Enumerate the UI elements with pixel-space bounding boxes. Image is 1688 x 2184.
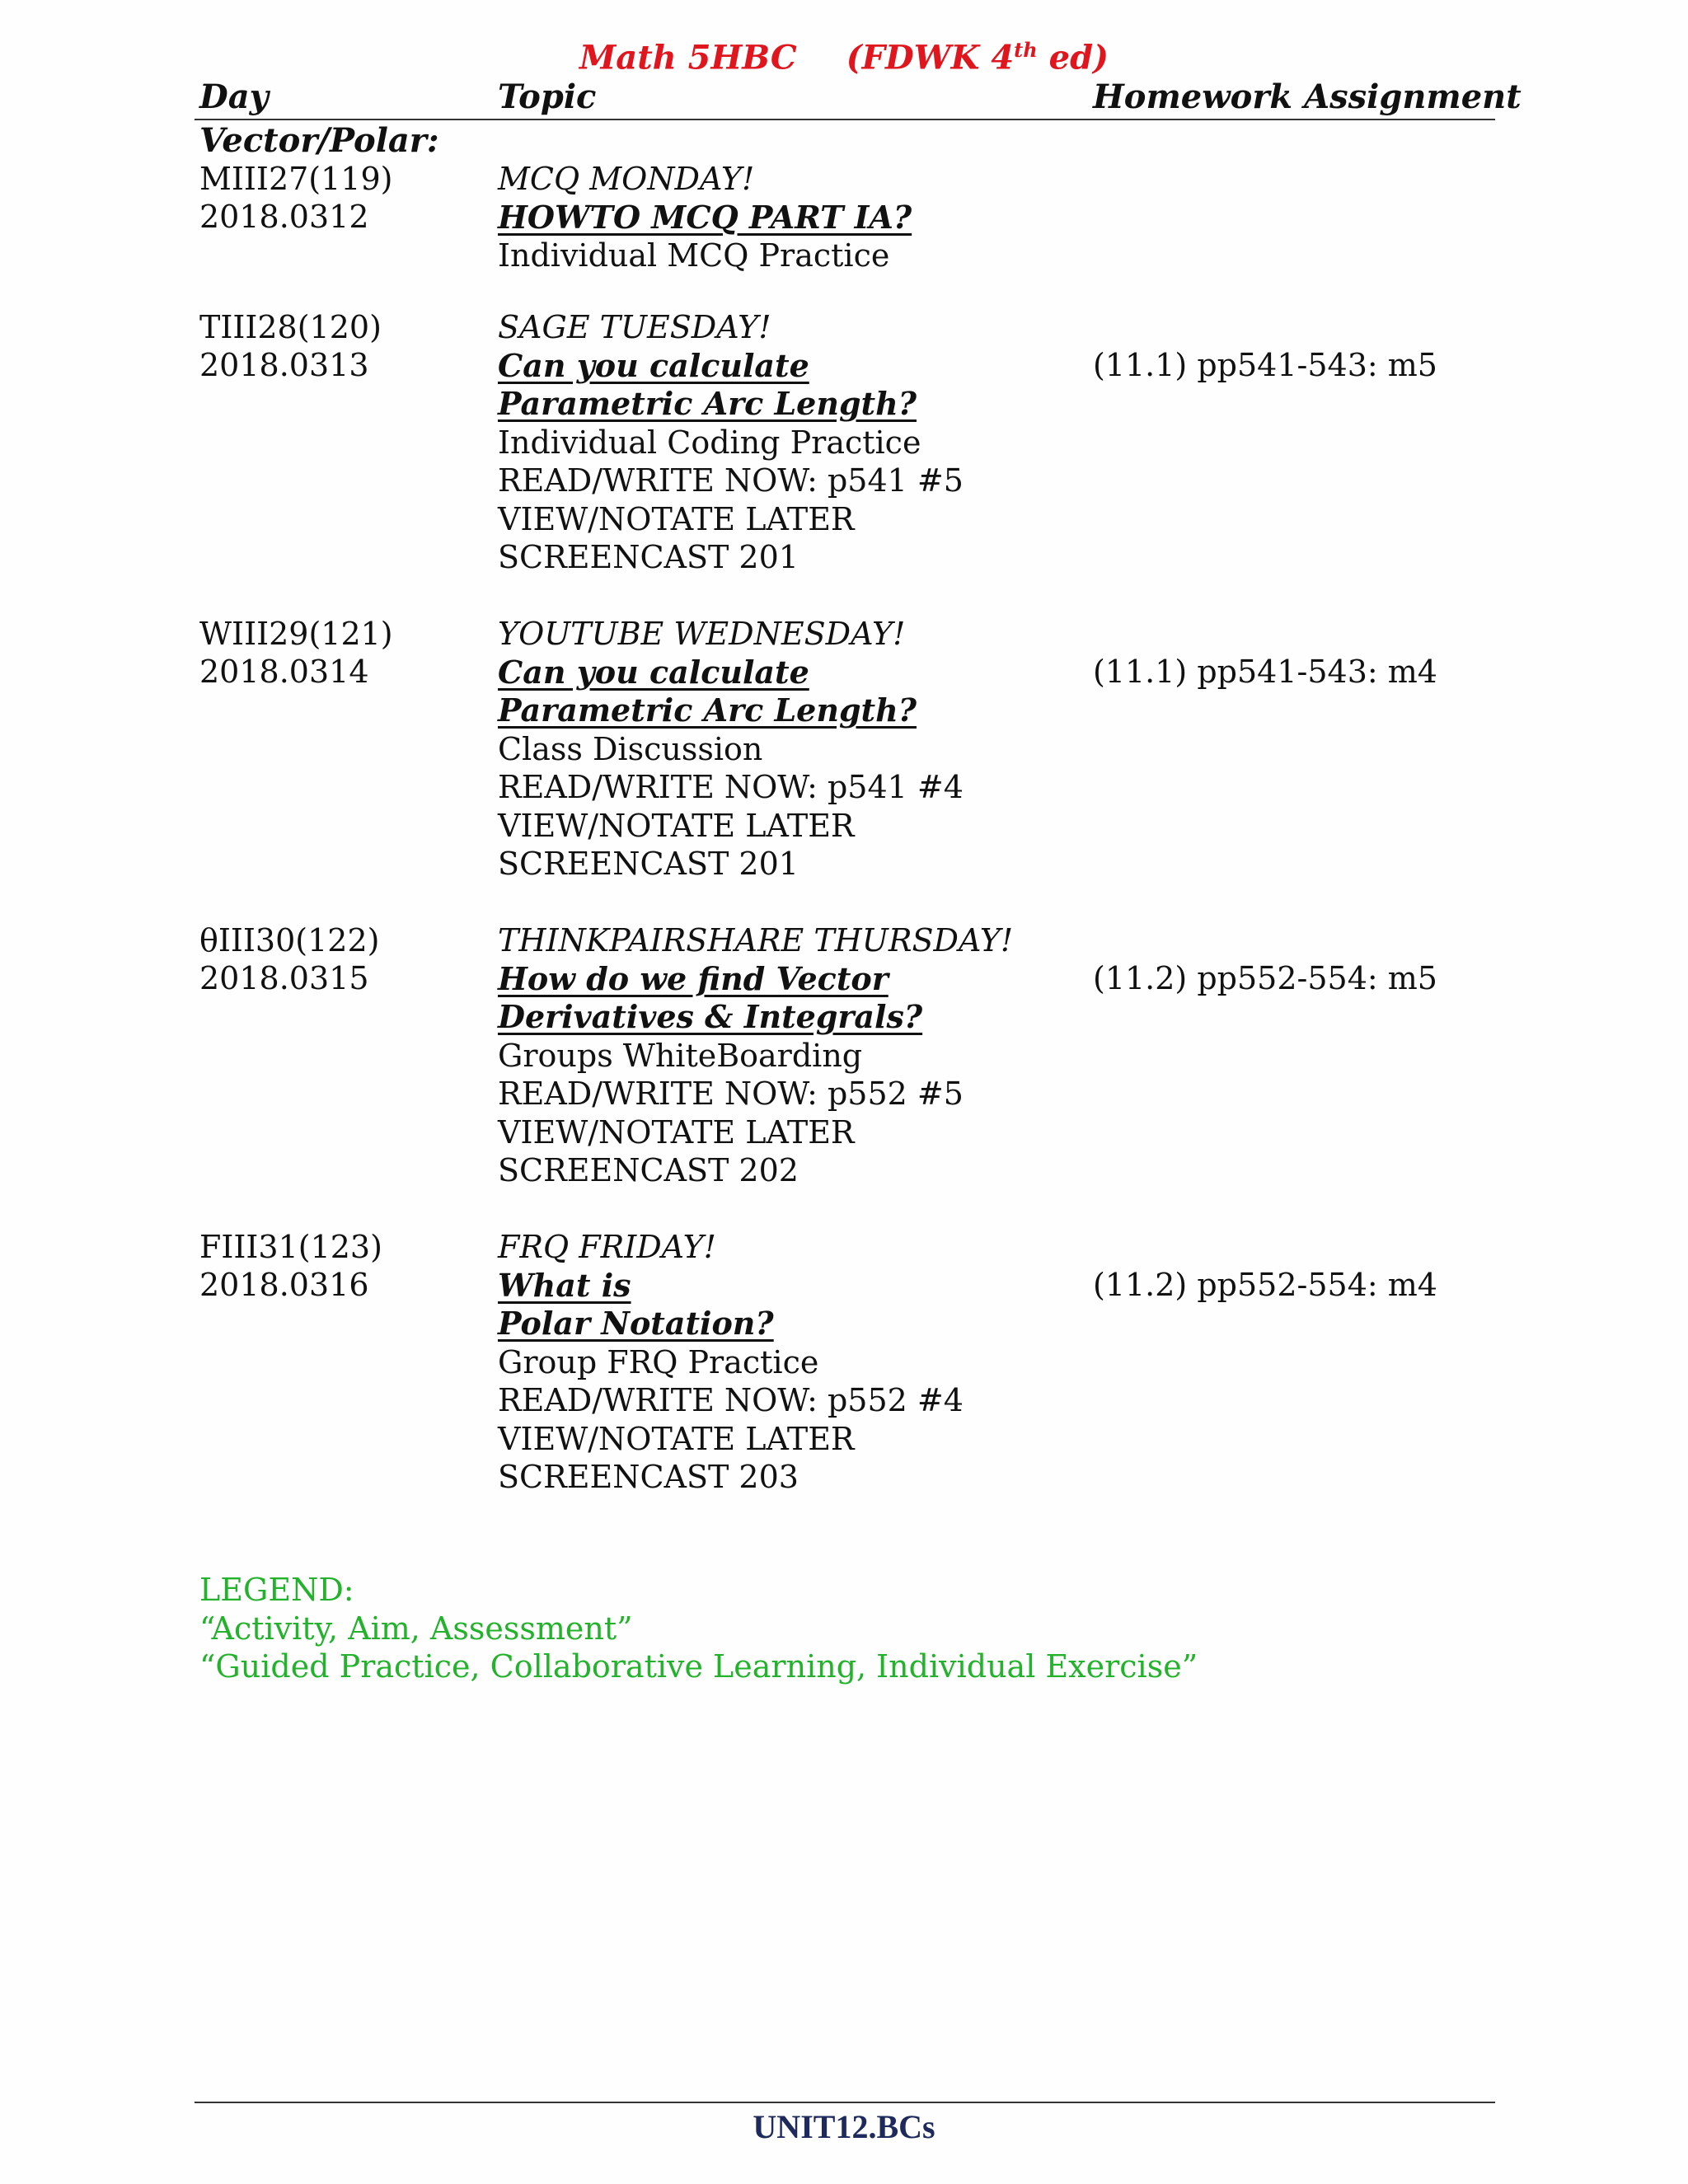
topic-question: Can you calculate (498, 346, 809, 384)
column-header-topic: Topic (498, 77, 597, 116)
topic-question: Derivatives & Integrals? (498, 998, 923, 1035)
header-rule (195, 119, 1495, 120)
day-code: TIII28(120) (199, 309, 382, 345)
topic-block (498, 615, 964, 883)
homework-assignment: (11.1) pp541-543: m4 (1093, 654, 1437, 690)
topic-detail: Group FRQ Practice (498, 1343, 819, 1380)
topic-detail: SCREENCAST 201 (498, 539, 799, 575)
edition-prefix: (FDWK 4 (846, 38, 1015, 77)
edition-superscript: th (1014, 38, 1038, 62)
topic-detail: VIEW/NOTATE LATER (498, 1420, 855, 1457)
legend-line: “Guided Practice, Collaborative Learning, Individual Exercise” (199, 1648, 1198, 1685)
day-date: 2018.0315 (199, 960, 369, 996)
day-code: FIII31(123) (199, 1229, 382, 1265)
topic-detail: SCREENCAST 202 (498, 1152, 799, 1188)
topic-question: Parametric Arc Length? (498, 691, 917, 729)
column-header-day: Day (199, 77, 269, 116)
topic-detail: READ/WRITE NOW: p541 #5 (498, 462, 964, 499)
day-code: WIII29(121) (199, 616, 393, 652)
topic-theme: SAGE TUESDAY! (498, 309, 771, 345)
legend (199, 1571, 1198, 1686)
legend-line: “Activity, Aim, Assessment” (199, 1610, 633, 1647)
day-date: 2018.0312 (199, 199, 369, 235)
topic-detail: VIEW/NOTATE LATER (498, 1113, 855, 1151)
topic-detail: Class Discussion (498, 730, 763, 767)
footer-rule (195, 2102, 1495, 2103)
topic-detail: SCREENCAST 203 (498, 1459, 799, 1495)
course-name: Math 5HBC (579, 38, 797, 77)
topic-detail: Individual Coding Practice (498, 424, 921, 461)
topic-detail: READ/WRITE NOW: p541 #4 (498, 769, 964, 805)
topic-detail: Groups WhiteBoarding (498, 1037, 863, 1074)
topic-theme: MCQ MONDAY! (498, 161, 755, 197)
day-date: 2018.0316 (199, 1267, 369, 1303)
topic-detail: SCREENCAST 201 (498, 846, 799, 882)
topic-block (498, 308, 964, 577)
topic-theme: YOUTUBE WEDNESDAY! (498, 616, 906, 652)
section-heading: Vector/Polar: (199, 121, 439, 160)
topic-block (498, 160, 912, 275)
topic-block (498, 1228, 964, 1497)
topic-detail: READ/WRITE NOW: p552 #5 (498, 1076, 964, 1112)
topic-detail: READ/WRITE NOW: p552 #4 (498, 1382, 964, 1418)
column-header-homework: Homework Assignment (1093, 77, 1522, 116)
topic-question: What is (498, 1266, 631, 1304)
topic-question: Can you calculate (498, 653, 809, 691)
legend-title: LEGEND: (199, 1572, 354, 1608)
topic-detail: VIEW/NOTATE LATER (498, 807, 855, 844)
day-code: MIII27(119) (199, 161, 393, 197)
day-date: 2018.0314 (199, 654, 369, 690)
topic-question: Parametric Arc Length? (498, 385, 917, 422)
homework-assignment: (11.2) pp552-554: m5 (1093, 960, 1437, 996)
topic-block (498, 921, 1013, 1190)
topic-detail: Individual MCQ Practice (498, 237, 890, 274)
edition-suffix: ed) (1037, 38, 1109, 77)
day-date: 2018.0313 (199, 347, 369, 383)
topic-detail: VIEW/NOTATE LATER (498, 500, 855, 537)
day-code: θIII30(122) (199, 922, 380, 958)
document-title (0, 38, 1688, 77)
topic-question: Polar Notation? (498, 1305, 774, 1342)
footer-label: UNIT12.BCs (753, 2108, 935, 2145)
topic-question: How do we find Vector (498, 959, 889, 997)
homework-assignment: (11.1) pp541-543: m5 (1093, 347, 1437, 383)
topic-theme: THINKPAIRSHARE THURSDAY! (498, 922, 1014, 958)
topic-theme: FRQ FRIDAY! (498, 1229, 716, 1265)
topic-question: HOWTO MCQ PART IA? (498, 198, 912, 236)
homework-assignment: (11.2) pp552-554: m4 (1093, 1267, 1437, 1303)
